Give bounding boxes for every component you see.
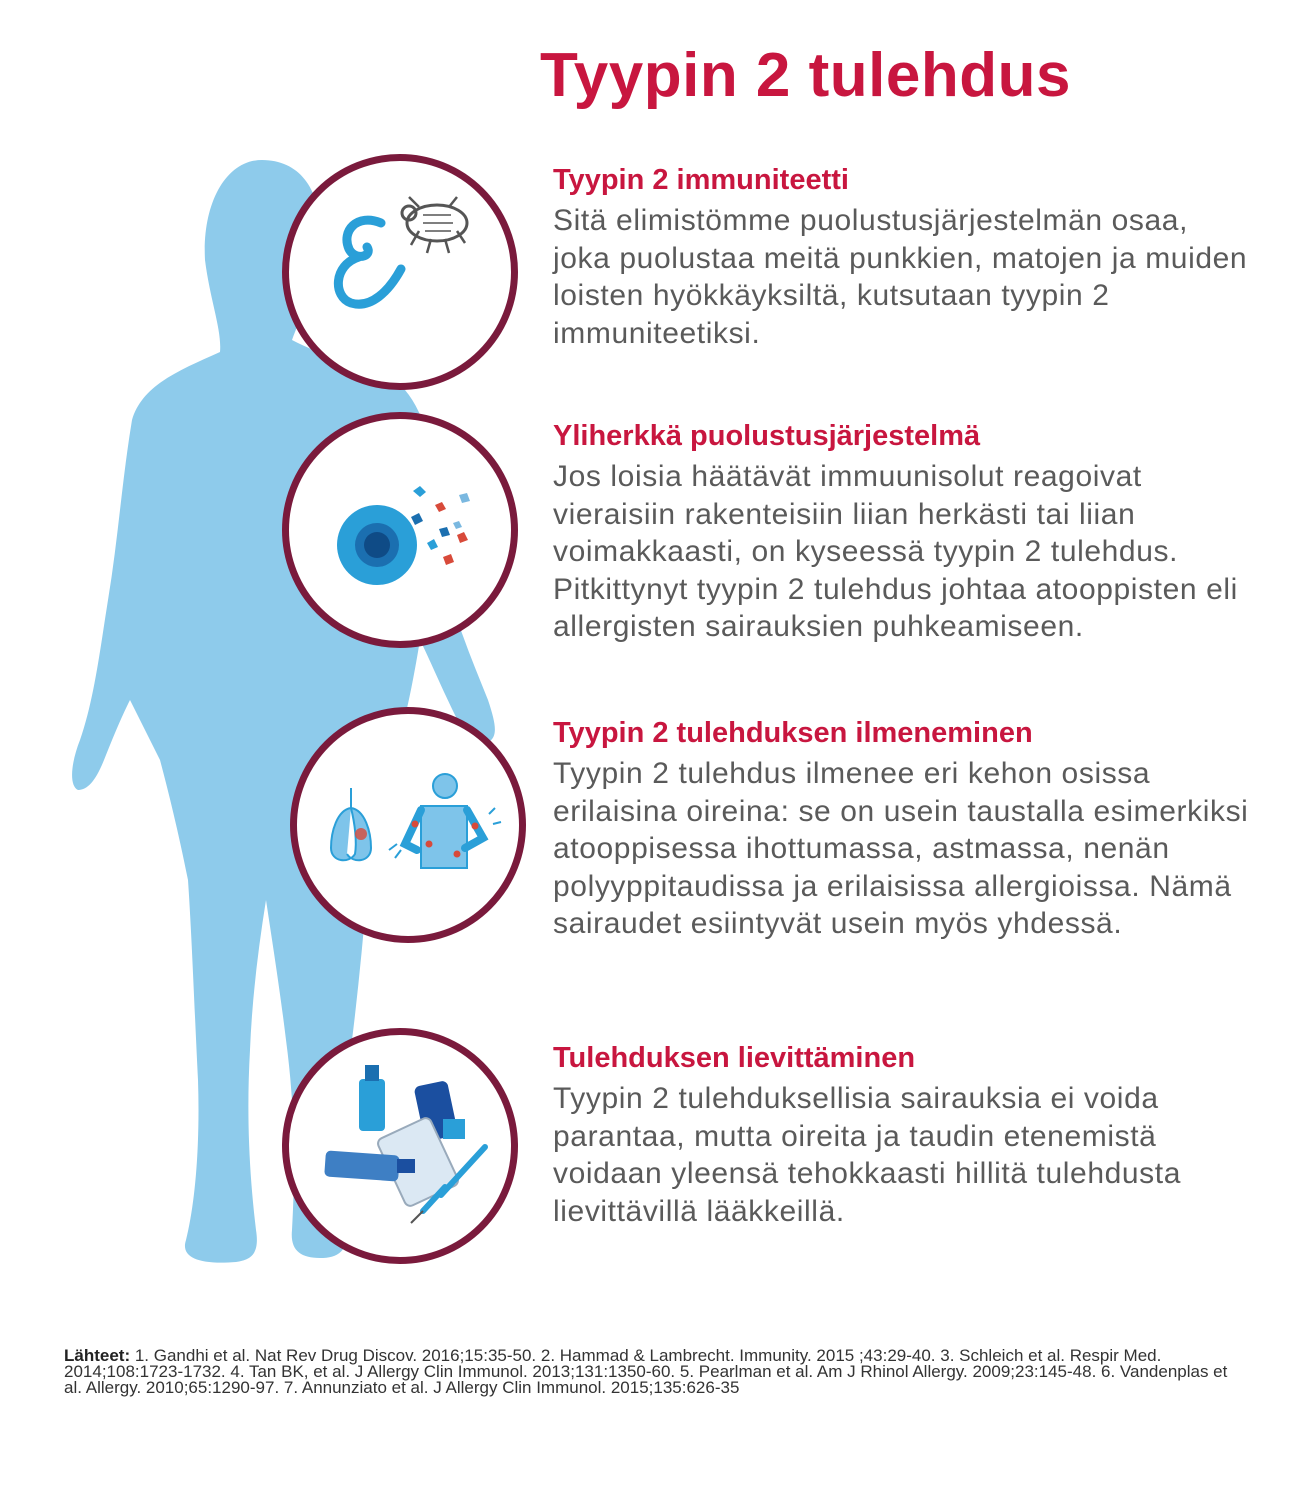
section-text: Sitä elimistömme puolustusjärjestelmän osaa, joka puolustaa meitä punkkien, matojen ja muiden loisten hyökkäyksiltä, kutsutaan tyypin 2 immuniteetiksi. bbox=[553, 204, 1248, 350]
section-heading: Tyypin 2 immuniteetti bbox=[553, 164, 849, 196]
parasites-icon bbox=[289, 161, 511, 383]
medicines-circle bbox=[282, 1028, 518, 1264]
section-heading: Yliherkkä puolustusjärjestelmä bbox=[553, 420, 981, 452]
section-immunity bbox=[553, 162, 1253, 352]
section-text: Jos loisia häätävät immuunisolut reagoivat vieraisiin rakenteisiin liian herkästi tai liian voimakkaasti, on kyseessä tyypin 2 tulehdus. Pitkittynyt tyypin 2 tulehdus johtaa atooppisten eli allergisten sairauksien puhkeamiseen. bbox=[553, 460, 1238, 643]
sources-text: 1. Gandhi et al. Nat Rev Drug Discov. 2016;15:35-50. 2. Hammad & Lambrecht. Immunity. 2015 ;43:29-40. 3. Schleich et al. Respir Med. 2014;108:1723-1732. 4. Tan BK, et al. J Allergy Clin Immunol. 2013;131:1350-60. 5. Pearlman et al. Am J Rhinol Allergy. 2009;23:145-48. 6. Vandenplas et al. Allergy. 2010;65:1290-97. 7. Annunziato et al. J Allergy Clin Immunol. 2015;135:626-35 bbox=[64, 1346, 1228, 1397]
symptoms-circle bbox=[290, 707, 526, 943]
medicines-icon bbox=[289, 1035, 511, 1257]
section-text: Tyypin 2 tulehduksellisia sairauksia ei voida parantaa, mutta oireita ja taudin etenemistä voidaan yleensä tehokkaasti hillitä tulehdusta lievittävillä lääkkeillä. bbox=[553, 1082, 1181, 1228]
sources-label: Lähteet: bbox=[64, 1346, 131, 1365]
immune-cell-icon bbox=[289, 419, 511, 641]
section-text: Tyypin 2 tulehdus ilmenee eri kehon osissa erilaisina oireina: se on usein taustalla esimerkiksi atooppisessa ihottumassa, astmassa, nenän polyyppitaudissa ja erilaisissa allergioissa. Nämä sairaudet esiintyvät usein myös yhdessä. bbox=[553, 757, 1249, 940]
section-hypersensitive bbox=[553, 418, 1253, 646]
section-manifestation bbox=[553, 715, 1253, 943]
lungs-and-person-icon bbox=[297, 714, 519, 936]
section-treatment bbox=[553, 1040, 1253, 1230]
page-title: Tyypin 2 tulehdus bbox=[540, 41, 1071, 110]
section-heading: Tyypin 2 tulehduksen ilmeneminen bbox=[553, 717, 1033, 749]
sources bbox=[64, 1348, 1244, 1396]
parasites-circle bbox=[282, 154, 518, 390]
immune-cell-circle bbox=[282, 412, 518, 648]
section-heading: Tulehduksen lievittäminen bbox=[553, 1042, 916, 1074]
